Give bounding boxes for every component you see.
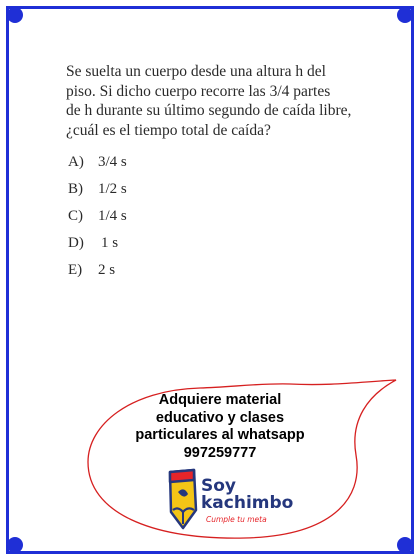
ad-line: educativo y clases [155,409,285,426]
option-value: 1/4 s [98,208,127,224]
option-value: 2 s [98,262,116,278]
ad-line: Adquiere material [158,392,282,408]
whatsapp-number: 997259777 [183,444,257,461]
option-value: 1 s [101,235,119,251]
question-line: ¿cuál es el tiempo total de caída? [66,121,271,139]
pencil-logo-icon [164,466,202,532]
question-line: de h durante su último segundo de caída libre, [66,102,352,119]
brand-name-line2: kachimbo [201,493,294,513]
option-value: 3/4 s [98,154,127,170]
option-letter: B) [68,181,83,197]
option-letter: C) [68,208,83,224]
question-line: piso. Si dicho cuerpo recorre las 3/4 partes [66,82,331,100]
question-line: Se suelta un cuerpo desde una altura h del [66,63,326,80]
option-letter: A) [68,154,84,170]
brand-tagline: Cumple tu meta [206,515,267,524]
option-value: 1/2 s [98,181,127,197]
ad-line: particulares al whatsapp [135,427,305,443]
brand-name [201,478,293,512]
brand-name-line1: Soy [201,476,237,496]
option-letter: E) [68,262,83,278]
option-letter: D) [68,235,84,251]
ad-message [112,392,328,462]
